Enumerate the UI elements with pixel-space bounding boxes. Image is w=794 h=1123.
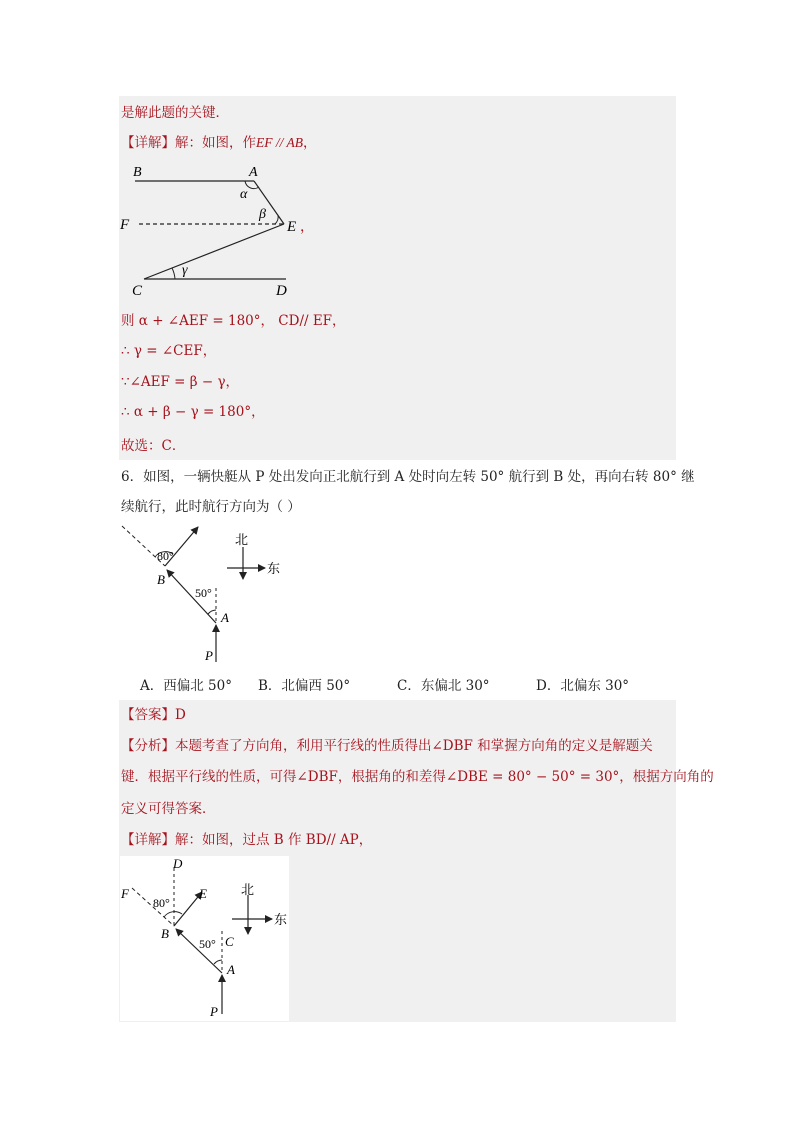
sol-label-A: A: [227, 962, 235, 977]
fig1-label-gamma: γ: [182, 263, 188, 278]
sol-label-P: P: [210, 1004, 218, 1019]
figure-solution-6: [120, 856, 289, 1021]
fig1-label-D: D: [276, 283, 287, 299]
detail-line-2: [121, 830, 372, 850]
step-3: ∵∠AEF = β − γ，: [121, 374, 240, 390]
detail-text-2: 解：如图，过点 B 作 BD// AP，: [175, 832, 373, 848]
fig1-label-F: F: [120, 217, 130, 233]
sol-label-E: E: [199, 886, 207, 901]
sol-label-C: C: [225, 934, 234, 949]
analysis-text-1: 本题考查了方向角，利用平行线的性质得出∠DBF 和掌握方向角的定义是解题关: [175, 738, 653, 754]
detail-tag-2: 【详解】: [121, 832, 175, 848]
analysis-line-3: 定义可得答案．: [121, 801, 216, 817]
answer-row: [121, 705, 186, 725]
fig1-label-C: C: [132, 283, 143, 299]
sol-angle-50: 50°: [199, 937, 216, 951]
q6-label-B: B: [157, 572, 165, 587]
detail-tag: 【详解】: [121, 135, 175, 151]
sol-angle-80: 80°: [153, 896, 170, 910]
analysis-tag: 【分析】: [121, 738, 175, 754]
detail-line-1: [121, 133, 317, 153]
option-b: B．北偏西 50°: [258, 678, 351, 694]
detail-text: 解：如图，作: [175, 135, 256, 151]
step-1: 则 α + ∠AEF = 180°， CD// EF，: [121, 313, 346, 329]
fig1-label-A: A: [249, 165, 258, 180]
answer-tag: 【答案】: [121, 707, 175, 723]
q6-label-A: A: [221, 610, 229, 625]
step-4: ∴ α + β − γ = 180°，: [121, 404, 265, 420]
q6-angle-80: 80°: [157, 549, 174, 563]
figure-question-6: [115, 522, 295, 670]
analysis-line-2: 键．根据平行线的性质，可得∠DBF，根据角的和差得∠DBE = 80° − 50° = 30°，根据方向角的: [121, 769, 714, 785]
fig1-label-E: E: [287, 219, 297, 235]
sol-north-label: 北: [241, 882, 255, 897]
fig1-label-B: B: [133, 165, 142, 180]
sol-east-label: 东: [274, 912, 288, 927]
figure-parallel-lines: [119, 160, 339, 305]
sol-label-B: B: [161, 926, 169, 941]
question-6-line-1: 6．如图，一辆快艇从 P 处出发向正北航行到 A 处时向左转 50° 航行到 B 处，再向右转 80° 继: [121, 469, 695, 485]
question-6-line-2: 续航行，此时航行方向为（ ）: [121, 499, 301, 515]
answer-value: D: [175, 707, 186, 723]
q6-north-label: 北: [235, 532, 249, 547]
analysis-line-1: [121, 736, 653, 756]
option-c: C．东偏北 30°: [397, 678, 490, 694]
option-a: A．西偏北 50°: [140, 678, 232, 694]
option-d: D．北偏东 30°: [536, 678, 630, 694]
fig1-label-alpha: α: [240, 187, 248, 202]
q6-label-P: P: [205, 648, 213, 663]
sol-label-F: F: [121, 886, 129, 901]
step-2: ∴ γ = ∠CEF，: [121, 343, 217, 359]
detail-math: EF // AB: [256, 135, 303, 150]
q6-angle-50: 50°: [195, 586, 212, 600]
key-note-line: 是解此题的关键．: [121, 105, 229, 121]
fig1-label-beta: β: [259, 207, 266, 222]
q6-east-label: 东: [267, 561, 281, 576]
sol-label-D: D: [173, 856, 183, 871]
detail-end: ，: [303, 135, 317, 151]
fig1-comma: ，: [300, 220, 314, 235]
answer-line: 故选：C．: [121, 438, 186, 454]
